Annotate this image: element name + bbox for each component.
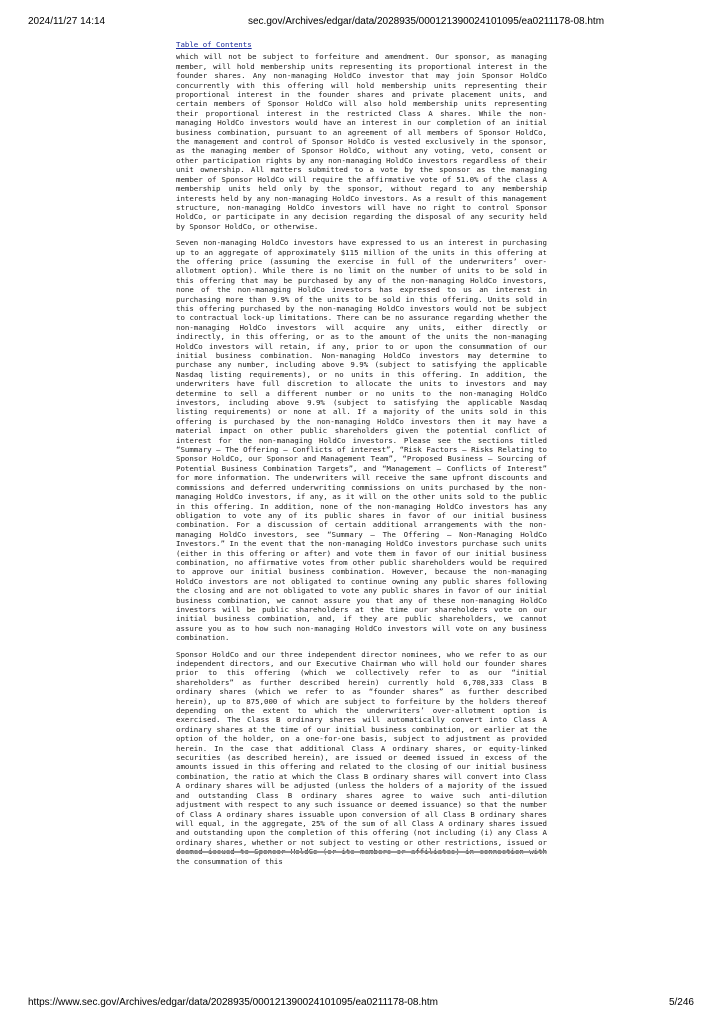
print-footer-url: https://www.sec.gov/Archives/edgar/data/2028935/000121390024101095/ea0211178-08.htm xyxy=(28,997,438,1008)
print-datetime: 2024/11/27 14:14 xyxy=(28,16,106,27)
print-footer xyxy=(0,997,724,1011)
print-header-url: sec.gov/Archives/edgar/data/2028935/000121390024101095/ea0211178-08.htm xyxy=(248,16,605,27)
paragraph-founder-shares: Sponsor HoldCo and our three independent director nominees, who we refer to as our independent directors, and our Executive Chairman who will hold our founder shares prior to this offering (which we collectively refer to as our “initial shareholders” as further described herein) currently hold 6,708,333 Class B ordinary shares (which we refer to as “founder shares” as further described herein), up to 875,000 of which are subject to forfeiture by the holders thereof depending on the extent to which the underwriters’ over-allotment option is exercised. The Class B ordinary shares will automatically convert into Class A ordinary shares at the time of our initial business combination, or earlier at the option of the holder, on a one-for-one basis, subject to adjustment as provided herein. In the case that additional Class A ordinary shares, or equity-linked securities (as described herein), are issued or deemed issued in excess of the amounts issued in this offering and related to the closing of our initial business combination, the ratio at which the Class B ordinary shares will convert into Class A ordinary shares will be adjusted (unless the holders of a majority of the issued and outstanding Class B ordinary shares agree to waive such anti-dilution adjustment with respect to any such issuance or deemed issuance) so that the number of Class A ordinary shares issuable upon conversion of all Class B ordinary shares will equal, in the aggregate, 25% of the sum of all Class A ordinary shares issued and outstanding upon the completion of this offering (not including (i) any Class A ordinary shares, whether or not subject to vesting or other restrictions, issued or deemed issued to Sponsor HoldCo (or its members or affiliates) in connection with the consummation of this xyxy=(176,649,547,866)
paragraph-non-managing-investors: Seven non-managing HoldCo investors have expressed to us an interest in purchasing up to an aggregate of approximately $115 million of the units in this offering at the offering price (assuming the exercise in full of the underwriters’ over-allotment option). While there is no limit on the number of units to be sold in this offering that may be purchased by any of the non-managing HoldCo investors, none of the non-managing HoldCo investors has expressed to us an interest in purchasing more than 9.9% of the units to be sold in this offering. Units sold in this offering purchased by the non-managing HoldCo investors would not be subject to contractual lock-up limitations. There can be no assurance regarding whether the non-managing HoldCo investors will acquire any units, either directly or indirectly, in this offering, or as to the amount of the units the non-managing HoldCo investors will retain, if any, prior to or upon the consummation of our initial business combination. Non-managing HoldCo investors may determine to purchase any number, including above 9.9% (subject to satisfying the applicable Nasdaq listing requirements), or no units in this offering. In addition, the underwriters have full discretion to allocate the units to investors and may determine to sell a different number or no units to the non-managing HoldCo investors, including above 9.9% (subject to satisfying the applicable Nasdaq listing requirements) or none at all. If a majority of the units sold in this offering is purchased by the non-managing HoldCo investors then it may have a material impact on other public shareholders given the potential conflict of interest for the non-managing HoldCo investors. Please see the sections titled “Summary — The Offering — Conflicts of interest”, “Risk Factors — Risks Relating to Sponsor HoldCo, our Sponsor and Management Team”, “Proposed Business — Sourcing of Potential Business Combination Targets”, and “Management — Conflicts of Interest” for more information. The underwriters will receive the same upfront discounts and commissions and deferred underwriting commissions on units purchased by the non-managing HoldCo investors, if any, as it will on the other units sold to the public in this offering. In addition, none of the non-managing HoldCo investors has any obligation to vote any of its public shares in favor of our initial business combination. For a discussion of certain additional arrangements with the non-managing HoldCo investors, see “Summary — The Offering — Non-Managing HoldCo Investors.” In the event that the non-managing HoldCo investors purchase such units (either in this offering or after) and vote them in favor of our initial business combination, no affirmative votes from other public shareholders would be required to approve our initial business combination. However, because the non-managing HoldCo investors are not obligated to continue owning any public shares following the closing and are not obligated to vote any public shares in favor of our initial business combination, we cannot assure you that any of these non-managing HoldCo investors will be public shareholders at the time our shareholders vote on our initial business combination, and, if they are public shareholders, we cannot assure you as to how such non-managing HoldCo investors will vote on any business combination. xyxy=(176,238,547,643)
print-header xyxy=(0,16,724,30)
paragraph-holdco-membership: which will not be subject to forfeiture and amendment. Our sponsor, as managing member, will hold membership units representing its proportional interest in the founder shares. Any non-managing HoldCo investor that may join Sponsor HoldCo concurrently with this offering will hold membership units representing their proportional interest in the founder shares and private placement units, and certain members of Sponsor HoldCo will also hold membership units representing their proportional interest in the restricted Class A shares. While the non-managing HoldCo investors would have an interest in our completion of an initial business combination, pursuant to an agreement of all members of Sponsor HoldCo, the management and control of Sponsor HoldCo is vested exclusively in the sponsor, as the managing member of Sponsor HoldCo, without any voting, veto, consent or other participation rights by any non-managing HoldCo investors regardless of their unit ownership. All matters submitted to a vote by the sponsor as the managing member of Sponsor HoldCo will require the affirmative vote of 51.0% of the class A membership units held only by the sponsor, without regard to any membership interests held by any non-managing HoldCo investors. As a result of this management structure, non-managing HoldCo investors will have no right to control Sponsor HoldCo, or participate in any decision regarding the disposal of any security held by Sponsor HoldCo, or otherwise. xyxy=(176,52,547,231)
page-number: 5/246 xyxy=(668,997,694,1008)
page-divider xyxy=(176,851,547,853)
table-of-contents-link[interactable]: Table of Contents xyxy=(176,40,252,49)
document-body xyxy=(176,40,547,873)
